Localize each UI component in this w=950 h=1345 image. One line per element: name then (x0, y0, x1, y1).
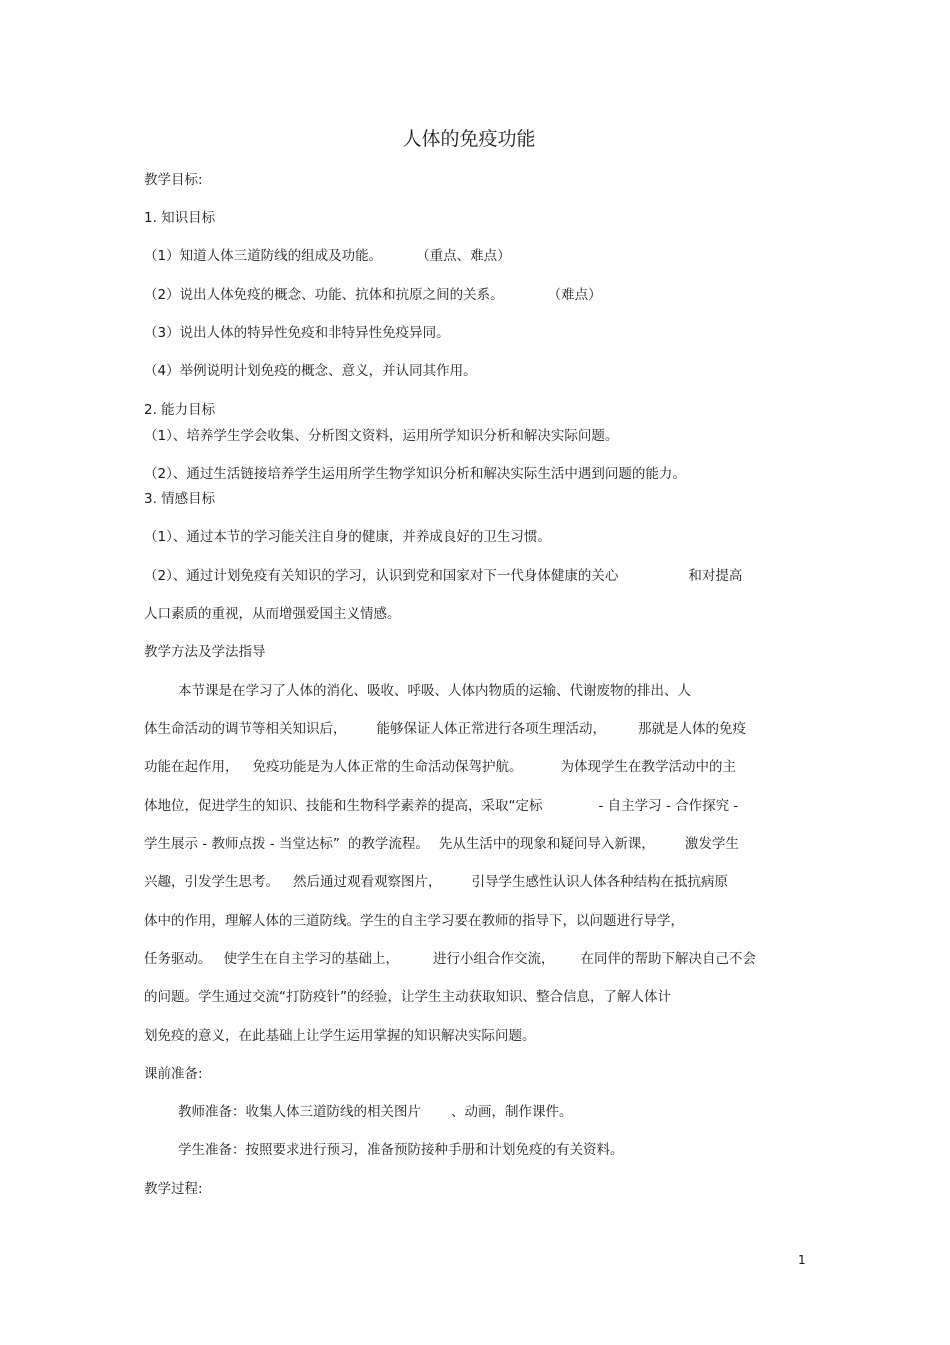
emotion-item-2-text: （2）、通过计划免疫有关知识的学习，认识到党和国家对下一代身体健康的关心 (144, 568, 619, 584)
section-heading-process: 教学过程: (144, 1181, 203, 1197)
teacher-preparation (178, 1103, 573, 1121)
knowledge-item-2-note: （难点） (547, 287, 602, 303)
methods-paragraph-line-1: 本节课是在学习了人体的消化、吸收、呼吸、人体内物质的运输、代谢废物的排出、人 (178, 683, 691, 699)
methods-text-segment: 进行小组合作交流， (433, 951, 555, 967)
knowledge-item-1-note: （重点、难点） (416, 248, 511, 264)
methods-paragraph-line-9: 的问题。学生通过交流“打防疫针”的经验，让学生主动获取知识、整合信息，了解人体计 (144, 989, 671, 1005)
page-title: 人体的免疫功能 (402, 128, 536, 150)
ability-item-1: （1）、培养学生学会收集、分析图文资料，运用所学知识分析和解决实际问题。 (144, 428, 619, 444)
methods-paragraph-line-6 (144, 873, 728, 891)
methods-paragraph-line-4 (144, 797, 738, 815)
methods-text-segment: 激发学生 (684, 836, 739, 852)
methods-paragraph-line-10: 划免疫的意义，在此基础上让学生运用掌握的知识解决实际问题。 (144, 1028, 536, 1044)
knowledge-item-1-text: （1）知道人体三道防线的组成及功能。 (144, 248, 383, 264)
emotion-item-1: （1）、通过本节的学习能关注自身的健康，并养成良好的卫生习惯。 (144, 529, 551, 545)
methods-text-segment: 学生展示 - 教师点拨 - 当堂达标” (144, 836, 340, 852)
emotion-item-2-line-1 (144, 567, 742, 585)
knowledge-item-2-text: （2）说出人体免疫的概念、功能、抗体和抗原之间的关系。 (144, 287, 504, 303)
methods-paragraph-line-3 (144, 758, 736, 776)
page-number: 1 (798, 1253, 806, 1267)
methods-text-segment: 那就是人体的免疫 (638, 721, 746, 737)
methods-text-segment: 免疫功能是为人体正常的生命活动保驾护航。 (252, 759, 523, 775)
student-preparation: 学生准备：按照要求进行预习，准备预防接种手册和计划免疫的有关资料。 (178, 1142, 624, 1158)
methods-text-segment: 使学生在自主学习的基础上， (223, 951, 399, 967)
heading-knowledge-goals: 1. 知识目标 (144, 210, 216, 226)
teacher-preparation-text-cont: 、动画，制作课件。 (451, 1104, 573, 1120)
methods-paragraph-line-2 (144, 720, 746, 738)
knowledge-item-4: （4）举例说明计划免疫的概念、意义，并认同其作用。 (144, 363, 477, 379)
methods-text-segment: 体生命活动的调节等相关知识后， (144, 721, 347, 737)
methods-text-segment: 在同伴的帮助下解决自己不会 (580, 951, 756, 967)
knowledge-item-1 (144, 247, 511, 265)
methods-text-segment: 先从生活中的现象和疑问导入新课， (438, 836, 655, 852)
heading-emotion-goals: 3. 情感目标 (144, 491, 216, 507)
methods-text-segment: 然后通过观看观察图片， (293, 874, 442, 890)
methods-text-segment: 为体现学生在教学活动中的主 (560, 759, 736, 775)
methods-text-segment: 功能在起作用， (144, 759, 239, 775)
methods-text-segment: 能够保证人体正常进行各项生理活动， (376, 721, 606, 737)
methods-text-segment: 兴趣，引发学生思考。 (144, 874, 279, 890)
methods-paragraph-line-5 (144, 835, 739, 853)
methods-text-segment: 的教学流程。 (347, 836, 429, 852)
methods-paragraph-line-8 (144, 950, 756, 968)
methods-paragraph-line-7: 体中的作用，理解人体的三道防线。学生的自主学习要在教师的指导下，以问题进行导学， (144, 913, 684, 929)
emotion-item-2-line-2: 人口素质的重视，从而增强爱国主义情感。 (144, 606, 401, 622)
knowledge-item-2 (144, 286, 602, 304)
teacher-preparation-text: 教师准备：收集人体三道防线的相关图片 (178, 1104, 421, 1120)
ability-item-2: （2）、通过生活链接培养学生运用所学生物学知识分析和解决实际生活中遇到问题的能力。 (144, 466, 686, 482)
methods-text-segment: 体地位，促进学生的知识、技能和生物科学素养的提高，采取“定标 (144, 798, 543, 814)
heading-ability-goals: 2. 能力目标 (144, 402, 216, 418)
methods-text-segment: 引导学生感性认识人体各种结构在抵抗病原 (471, 874, 728, 890)
section-heading-goals: 教学目标: (144, 172, 203, 188)
emotion-item-2-text-cont: 和对提高 (688, 568, 743, 584)
section-heading-methods: 教学方法及学法指导 (144, 644, 266, 660)
knowledge-item-3: （3）说出人体的特异性免疫和非特异性免疫异同。 (144, 325, 450, 341)
section-heading-preparation: 课前准备: (144, 1066, 203, 1082)
methods-text-segment: - 自主学习 - 合作探究 - (598, 798, 739, 814)
methods-text-segment: 任务驱动。 (144, 951, 212, 967)
